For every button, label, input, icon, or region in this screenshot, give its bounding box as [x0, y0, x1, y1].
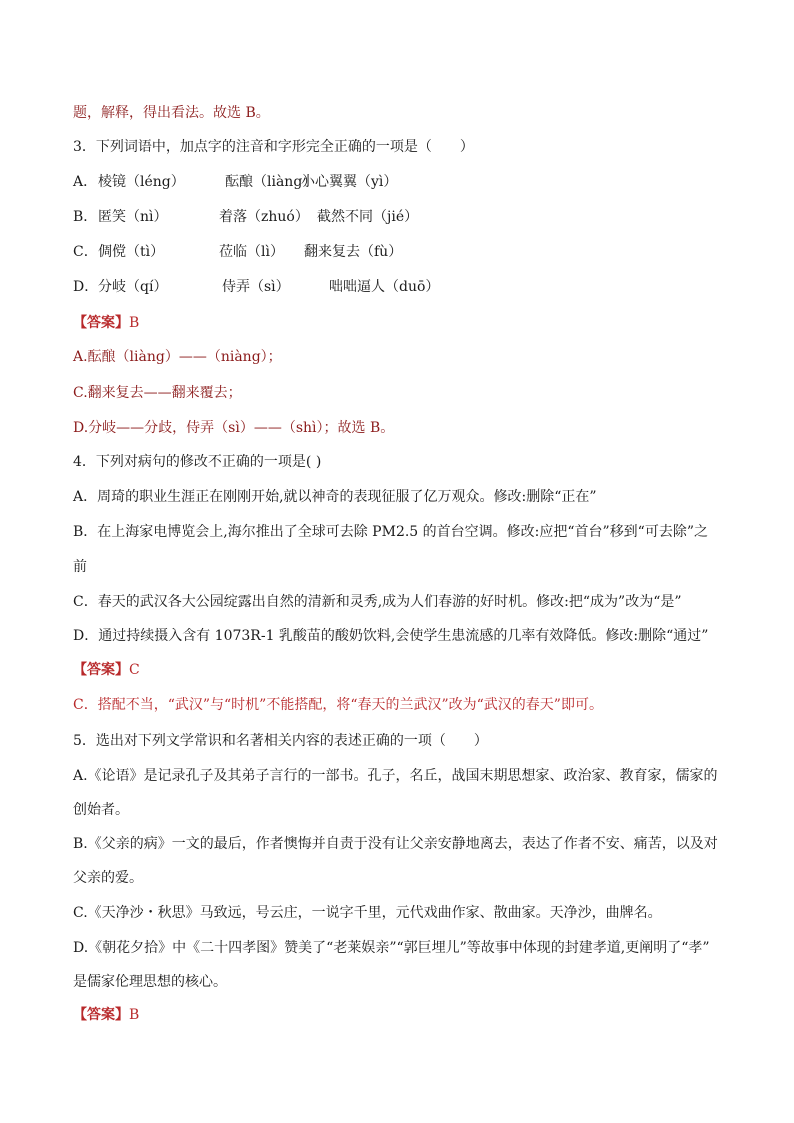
- previous-explanation: 题，解释，得出看法。故选 B。: [73, 105, 270, 121]
- q5-option-a-cont: 创始者。: [73, 802, 129, 818]
- option-label: A．: [73, 174, 98, 190]
- option-word: 莅临（lì）: [219, 244, 284, 260]
- q3-option-b: [73, 207, 418, 227]
- option-word: 匿笑（nì）: [98, 209, 168, 225]
- option-word: 倜傥（tì）: [98, 244, 165, 260]
- q4-answer: [73, 660, 140, 680]
- answer-label: 【答案】: [73, 315, 129, 331]
- option-label: D．: [73, 279, 99, 295]
- q4-option-b: B．在上海家电博览会上,海尔推出了全球可去除 PM2.5 的首台空调。修改:应把“首台”移到“可去除”之: [73, 524, 709, 540]
- option-label: B．: [73, 209, 98, 225]
- q4-option-c: C．春天的武汉各大公园绽露出自然的清新和灵秀,成为人们春游的好时机。修改:把“成为”改为“是”: [73, 594, 682, 610]
- q3-option-c: [73, 242, 402, 262]
- q5-option-a: A.《论语》是记录孔子及其弟子言行的一部书。孔子，名丘，战国末期思想家、政治家、教育家，儒家的: [73, 768, 718, 784]
- q3-explanation-d: D.分岐——分歧，侍弄（sì）——（shì）；故选 B。: [73, 420, 395, 436]
- option-word: 咄咄逼人（duō）: [329, 279, 440, 295]
- q3-stem: 3．下列词语中，加点字的注音和字形完全正确的一项是（ ）: [73, 139, 474, 155]
- q5-option-b-cont: 父亲的爱。: [73, 870, 143, 886]
- option-word: 棱镜（léng）: [98, 174, 185, 190]
- q3-answer: [73, 313, 139, 333]
- option-word: 侍弄（sì）: [222, 279, 290, 295]
- option-word: 小心翼翼（yì）: [301, 174, 398, 190]
- q3-explanation-a: A.酝酿（liàng）——（niàng）；: [73, 349, 282, 365]
- q4-option-a: A．周琦的职业生涯正在刚刚开始,就以神奇的表现征服了亿万观众。修改:删除“正在”: [73, 489, 597, 505]
- option-word: 着落（zhuó）: [219, 209, 309, 225]
- option-label: C．: [73, 244, 98, 260]
- q4-option-b-cont: 前: [73, 559, 87, 575]
- q3-option-d: [73, 277, 439, 297]
- q5-answer: [73, 1005, 139, 1025]
- option-word: 翻来复去（fù）: [304, 244, 403, 260]
- answer-value: C: [129, 662, 140, 678]
- answer-value: B: [129, 1007, 140, 1023]
- q4-stem: 4．下列对病句的修改不正确的一项是( ): [73, 454, 322, 470]
- q5-option-b: B.《父亲的病》一文的最后，作者懊悔并自责于没有让父亲安静地离去，表达了作者不安、痛苦，以及对: [73, 836, 718, 852]
- q5-option-d: D.《朝花夕拾》中《二十四孝图》赞美了“老莱娱亲”“郭巨埋儿”等故事中体现的封建孝道,更阐明了“孝”: [73, 940, 710, 956]
- q5-option-d-cont: 是儒家伦理思想的核心。: [73, 974, 227, 990]
- answer-label: 【答案】: [73, 662, 129, 678]
- q3-option-a: [73, 172, 397, 192]
- option-word: 截然不同（jié）: [317, 209, 419, 225]
- option-word: 酝酿（liàng）: [225, 174, 317, 190]
- q4-explanation: C．搭配不当，“武汉”与“时机”不能搭配，将“春天的兰武汉”改为“武汉的春天”即可。: [73, 697, 603, 713]
- q5-option-c: C.《天净沙・秋思》马致远，号云庄，一说字千里，元代戏曲作家、散曲家。天净沙，曲牌名。: [73, 905, 662, 921]
- option-word: 分岐（qí）: [98, 279, 168, 295]
- answer-label: 【答案】: [73, 1007, 129, 1023]
- q3-explanation-c: C.翻来复去——翻来覆去；: [73, 385, 242, 401]
- answer-value: B: [129, 315, 140, 331]
- q4-option-d: D．通过持续摄入含有 1073R-1 乳酸苗的酸奶饮料,会使学生患流感的几率有效降低。修改:删除“通过”: [73, 628, 709, 644]
- q5-stem: 5．选出对下列文学常识和名著相关内容的表述正确的一项（ ）: [73, 733, 488, 749]
